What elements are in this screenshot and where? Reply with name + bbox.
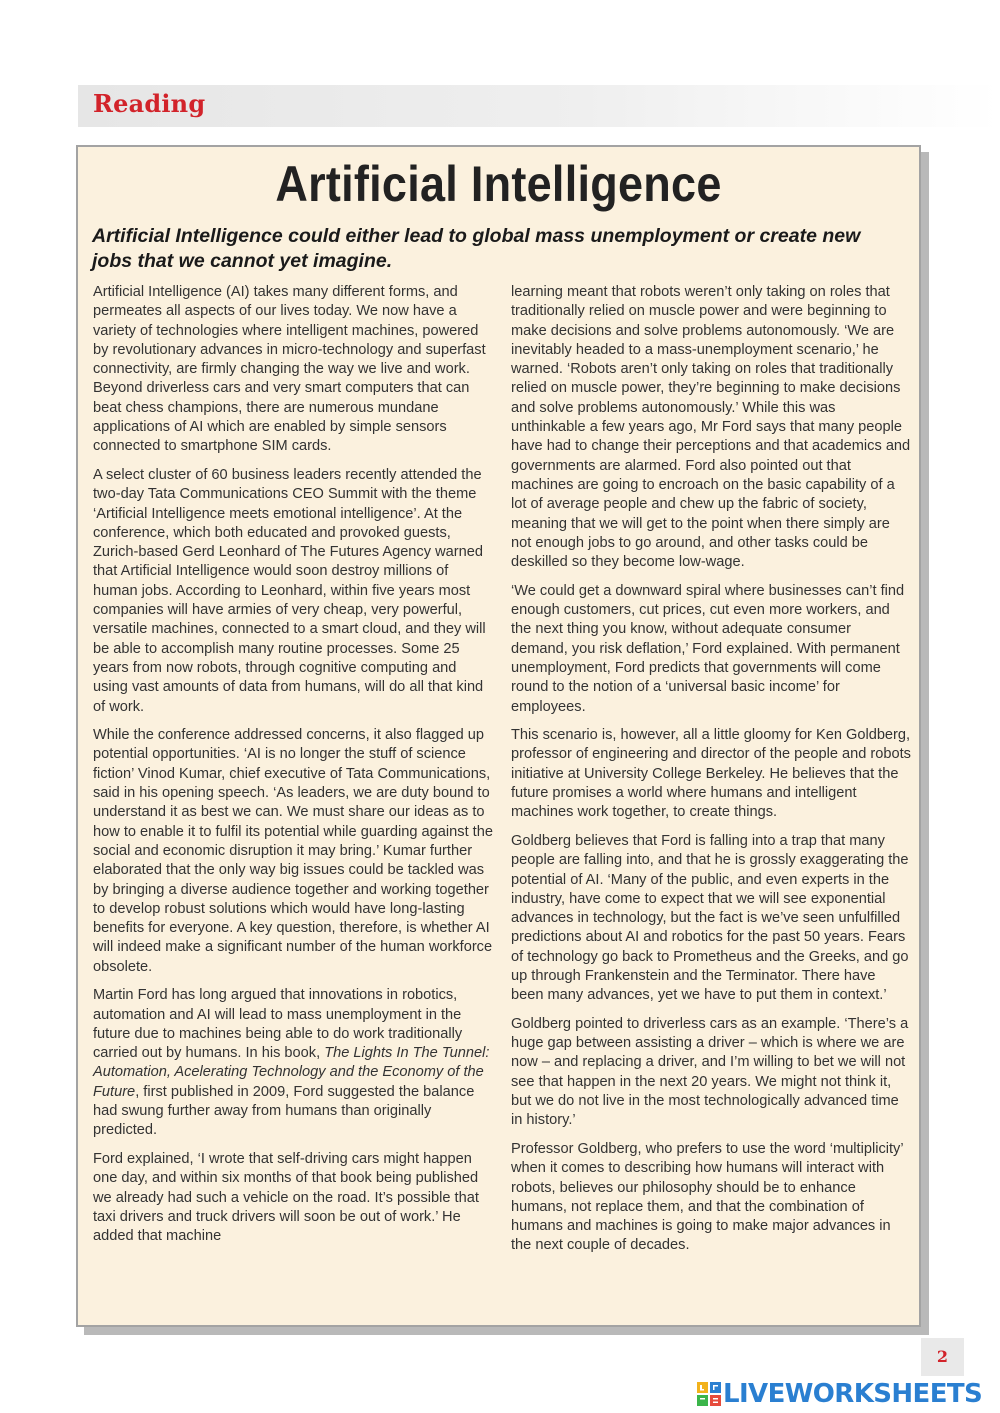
watermark-text: LIVEWORKSHEETS bbox=[723, 1379, 983, 1409]
paragraph-text: , first published in 2009, Ford suggested the balance had swung further away from humans than originally predicted. bbox=[93, 1083, 475, 1139]
section-header-bar bbox=[78, 85, 1000, 127]
page-number: 2 bbox=[921, 1338, 964, 1376]
section-title: Reading bbox=[93, 89, 206, 118]
liveworksheets-watermark[interactable] bbox=[697, 1378, 982, 1410]
paragraph: Ford explained, ‘I wrote that self-driving cars might happen one day, and within six months of that book being published we already had such a vehicle on the road. It’s possible that taxi drivers and truck drivers will soon be out of work.’ He added that machine bbox=[93, 1150, 479, 1245]
paragraph: Artificial Intelligence (AI) takes many different forms, and permeates all aspects of our lives today. We now have a variety of technologies where intelligent machines, powered by revolutionary advances in micro-technology and superfast connectivity, are firmly changing the way we live and work. Beyond driverless cars and very smart computers that can beat chess champions, there are numerous mundane applications of AI which are enabled by simple sensors connected to smartphone SIM cards. bbox=[93, 284, 486, 455]
paragraph: A select cluster of 60 business leaders recently attended the two-day Tata Communications CEO Summit with the theme ‘Artificial Intelligence meets emotional intelligence’. At the conference, which both educated and provoked guests, Zurich-based Gerd Leonhard of The Futures Agency warned that Artificial Intelligence would soon destroy millions of human jobs. According to Leonhard, within five years most companies will have armies of very cheap, very powerful, versatile machines, connected to a smart cloud, and they will be able to accomplish many routine processes. Some 25 years from now robots, through cognitive computing and using vast amounts of data from humans, will do all that kind of work. bbox=[93, 466, 486, 715]
paragraph: learning meant that robots weren’t only taking on roles that traditionally relied on muscle power and were beginning to make decisions and solve problems autonomously. ‘We are inevitably headed to a mass-unemployment scenario,’ he warned. ‘Robots aren’t only taking on roles that traditionally relied on muscle power, they’re beginning to make decisions and solve problems autonomously.’ While this was unthinkable a few years ago, Mr Ford says that many people have had to change their perceptions and that academics and governments are alarmed. Ford also pointed out that machines are going to encroach on the basic capability of a lot of average people and chew up the fabric of society, meaning that we will get to the point when there simply are not enough jobs to go around, and other tasks could be deskilled so they become low-wage. bbox=[511, 284, 911, 571]
book-title: The Lights In The Tunnel: Automation, Acelerating Technology and the Economy of the Future bbox=[93, 1045, 490, 1100]
paragraph: While the conference addressed concerns, it also flagged up potential opportunities. ‘AI is no longer the stuff of science fiction’ Vinod Kumar, chief executive of Tata Communications, said in his opening speech. ‘As leaders, we are duty bound to understand it as best we can. We must share our ideas as to how to enable it to fulfil its potential while guarding against the social and economic disruption it may bring.’ Kumar further elaborated that the only way big issues could be tackled was by bringing a diverse audience together and working together to develop robust solutions which would have long-lasting benefits for everyone. A key question, therefore, is whether AI will indeed make a significant number of the human workforce obsolete. bbox=[93, 727, 493, 975]
paragraph: Goldberg pointed to driverless cars as an example. ‘There’s a huge gap between assisting a driver – which is where we are now – and replacing a driver, and I’m willing to bet we will not see that happen in the next 20 years. We might not think it, but we do not live in the most technologically advanced time in history.’ bbox=[511, 1015, 909, 1129]
right-column bbox=[511, 283, 911, 1256]
liveworksheets-logo-icon bbox=[697, 1382, 721, 1406]
paragraph: ‘We could get a downward spiral where businesses can’t find enough customers, cut prices, cut even more workers, and the next thing you know, without adequate consumer demand, you risk deflation,’ Ford explained. With permanent unemployment, Ford predicts that governments will come round to the notion of a ‘universal basic income’ for employees. bbox=[511, 582, 905, 715]
article-subtitle: Artificial Intelligence could either lead to global mass unemployment or create new jobs that we cannot yet imagine. bbox=[92, 225, 861, 272]
left-column bbox=[93, 283, 493, 1246]
paragraph: Goldberg believes that Ford is falling into a trap that many people are falling into, and that he is grossly exaggerating the potential of AI. ‘Many of the public, and even experts in the industry, have come to expect that we will see exponential advances in technology, but the fact is we’ve seen unfulfilled predictions about AI and robotics for the past 50 years. Fears of technology go back to Prometheus and the Greeks, and go up through Frankenstein and the Terminator. There have been many advances, yet we have to put them in context.’ bbox=[511, 832, 909, 1004]
paragraph-ford bbox=[93, 986, 493, 1140]
article-title: Artificial Intelligence bbox=[275, 156, 722, 212]
paragraph: This scenario is, however, all a little gloomy for Ken Goldberg, professor of engineering and director of the people and robots initiative at University College Berkeley. He believes that the future promises a world where humans and intelligent machines work together, to create things. bbox=[511, 727, 911, 821]
paragraph: Professor Goldberg, who prefers to use the word ‘multiplicity’ when it comes to describing how humans will interact with robots, believes our philosophy should be to enhance humans, not replace them, and that the combination of humans and machines is going to make major advances in the next couple of decades. bbox=[511, 1140, 904, 1254]
article-box bbox=[76, 145, 921, 1327]
paragraph-text: Martin Ford has long argued that innovations in robotics, automation and AI will lead to mass unemployment in the future due to machines being able to do work traditionally carried out by humans. In his book, bbox=[93, 987, 463, 1062]
